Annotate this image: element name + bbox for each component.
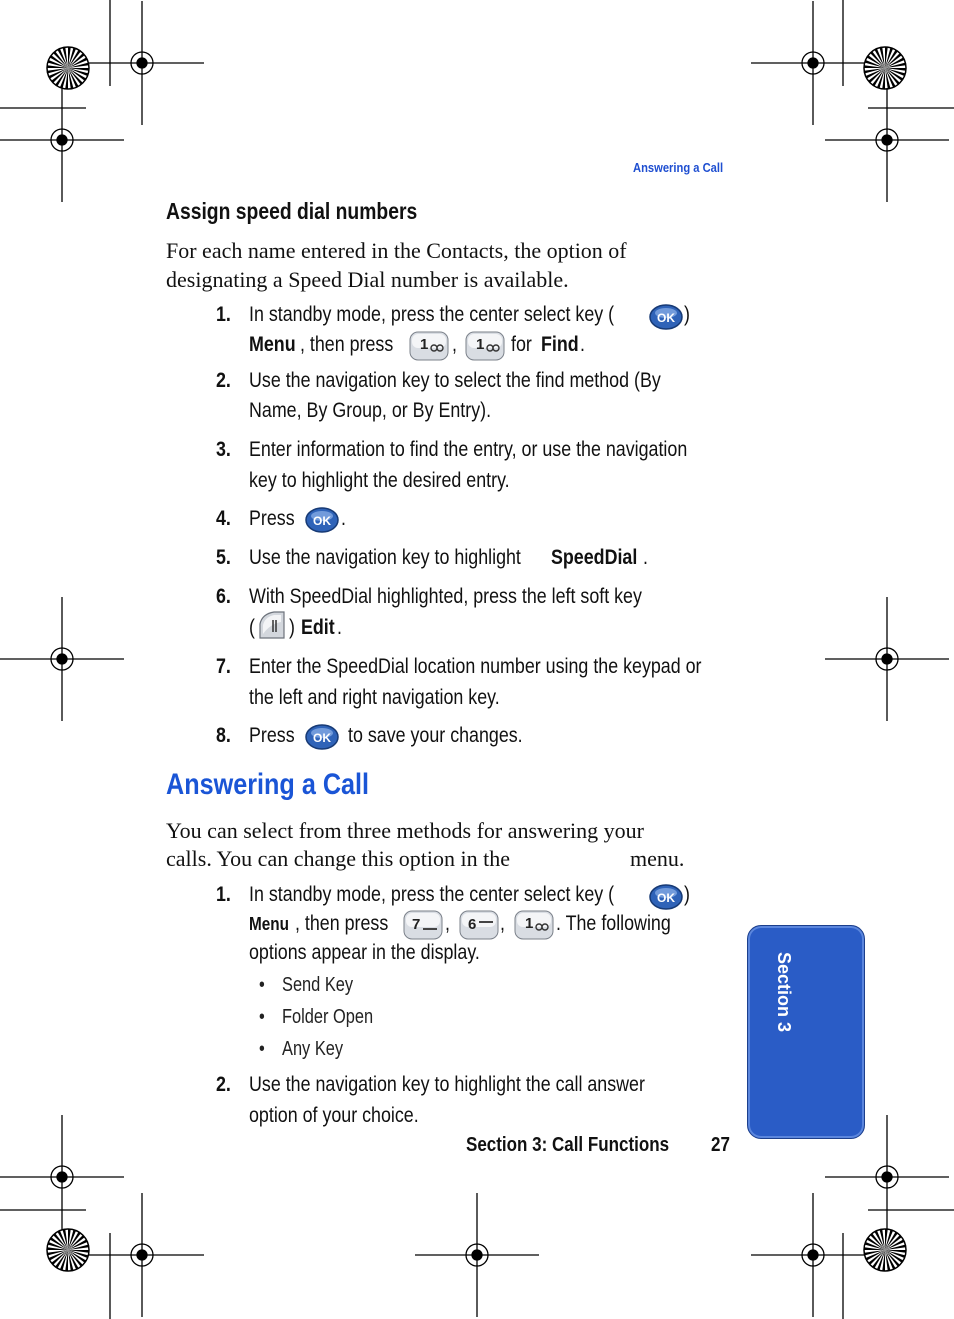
svg-text:OK: OK [657,311,675,325]
footer-section-title: Section 3: Call Functions [466,1134,670,1156]
bullet: • [259,1038,265,1060]
key-7-icon [403,910,443,940]
step-text: ) [684,883,690,906]
star-target-mark [47,47,89,89]
ok-key-icon [305,506,339,534]
step-text: In standby mode, press the center select key ( [249,303,615,326]
option-folder-open: Folder Open [282,1006,374,1028]
option-send-key: Send Key [282,974,354,996]
step-text: key to highlight the desired entry. [249,469,510,492]
step-text: . The following [556,912,671,935]
crosshair-mark [825,78,949,202]
crosshair-mark [825,597,949,721]
crosshair-mark [415,1193,539,1317]
step-text: option of your choice. [249,1104,419,1127]
step-number: 4. [216,507,231,530]
crosshair-mark [0,78,124,202]
ok-key-icon [649,303,683,331]
svg-text:1: 1 [420,336,429,353]
step-text: . [580,333,585,356]
speeddial-label: SpeedDial [551,546,638,569]
step-text: , then press [295,912,389,935]
step-text: Name, By Group, or By Entry). [249,399,492,422]
crosshair-mark [0,1115,124,1239]
step-text: Enter information to find the entry, or use the navigation [249,438,688,461]
step-text: . [643,546,648,569]
step-number: 8. [216,724,231,747]
step-text: , [445,912,450,935]
option-any-key: Any Key [282,1038,344,1060]
step-text: Enter the SpeedDial location number using the keypad or [249,655,702,678]
answering-intro-line1: You can select from three methods for answering your [166,818,644,843]
svg-text:OK: OK [313,514,331,528]
step-text: to save your changes. [348,724,523,747]
section-heading-answering: Answering a Call [166,768,370,801]
step-text: Use the navigation key to highlight [249,546,521,569]
star-target-mark [864,47,906,89]
speed-dial-intro-line1: For each name entered in the Contacts, the option of [166,238,627,263]
step-text: . [341,507,346,530]
step-number: 1. [216,303,231,326]
step-text: for [511,333,532,356]
left-soft-key-icon [256,610,288,642]
bullet: • [259,1006,265,1028]
menu-label: Menu [249,333,296,356]
step-number: 6. [216,585,231,608]
step-number: 1. [216,883,231,906]
page-number: 27 [711,1134,730,1156]
star-target-mark [864,1229,906,1271]
key-1-icon [514,910,554,940]
key-1-icon [409,331,449,361]
key-6-icon [459,910,499,940]
step-text: . [337,616,342,639]
bullet: • [259,974,265,996]
ok-key-icon [649,883,683,911]
step-text: Press [249,507,295,530]
step-number: 3. [216,438,231,461]
speed-dial-intro-line2: designating a Speed Dial number is available. [166,267,569,292]
step-text: the left and right navigation key. [249,686,500,709]
section-tab [747,925,865,1139]
edit-label: Edit [301,616,335,639]
step-text: With SpeedDial highlighted, press the left soft key [249,585,642,608]
section-tab-label: Section 3 [774,952,794,1033]
key-1-icon [465,331,505,361]
svg-text:1: 1 [525,915,534,932]
step-number: 5. [216,546,231,569]
svg-text:OK: OK [313,731,331,745]
svg-text:1: 1 [476,336,485,353]
star-target-mark [47,1229,89,1271]
menu-label: Menu [249,914,289,934]
step-number: 2. [216,1073,231,1096]
svg-text:7: 7 [412,916,421,933]
step-number: 2. [216,369,231,392]
running-header: Answering a Call [633,160,724,175]
crosshair-mark [751,1,875,125]
svg-text:OK: OK [657,891,675,905]
find-label: Find [541,333,579,356]
step-text: ) [684,303,690,326]
answering-intro-line2-end: menu. [630,846,685,871]
answering-intro-line2: calls. You can change this option in the [166,846,511,871]
step-text: , [500,912,505,935]
svg-text:6: 6 [468,916,477,933]
step-text: In standby mode, press the center select key ( [249,883,615,906]
ok-key-icon [305,723,339,751]
crosshair-mark [80,1193,204,1317]
crosshair-mark [751,1193,875,1317]
step-text: , [452,333,457,356]
step-text: options appear in the display. [249,941,480,964]
step-text: ( [249,616,255,639]
step-number: 7. [216,655,231,678]
step-text: Use the navigation key to select the find method (By [249,369,661,392]
section-heading-speed-dial: Assign speed dial numbers [166,198,418,224]
step-text: Use the navigation key to highlight the call answer [249,1073,645,1096]
step-text: ) [289,616,295,639]
step-text: , then press [300,333,394,356]
crosshair-mark [0,597,124,721]
crosshair-mark [80,1,204,125]
step-text: Press [249,724,295,747]
